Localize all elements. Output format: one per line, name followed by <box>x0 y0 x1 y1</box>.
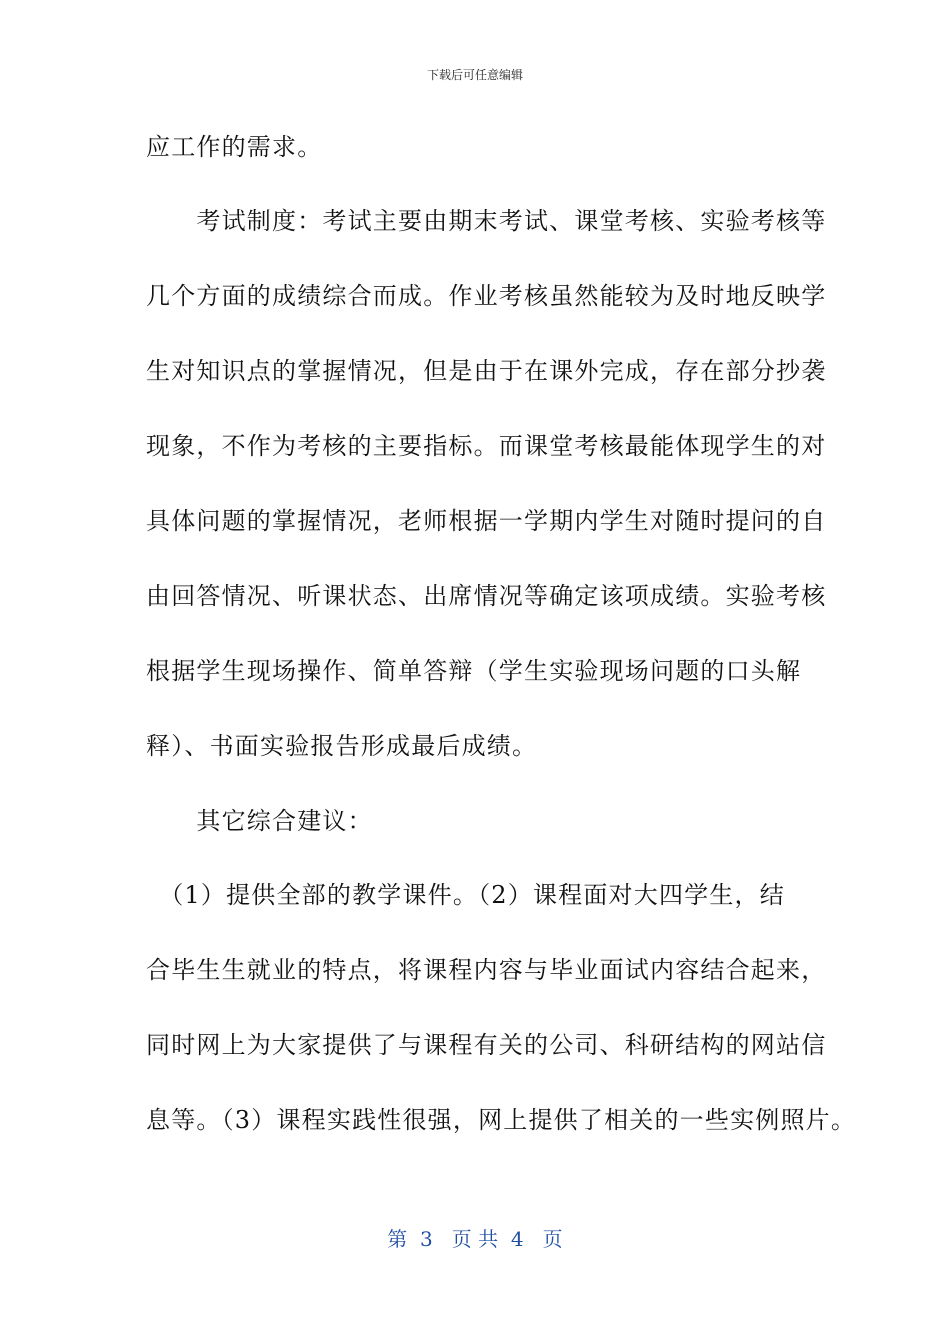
text-line: 释）、书面实验报告形成最后成绩。 <box>146 732 538 760</box>
text-line: 现象，不作为考核的主要指标。而课堂考核最能体现学生的对 <box>146 432 827 460</box>
text-line: 应工作的需求。 <box>146 133 323 161</box>
text-line: 其它综合建议： <box>146 807 373 835</box>
page-footer: 第 3 页 共 4 页 <box>387 1227 563 1251</box>
text-line: 生对知识点的掌握情况，但是由于在课外完成，存在部分抄袭 <box>146 357 827 385</box>
text-line: 由回答情况、听课状态、出席情况等确定该项成绩。实验考核 <box>146 582 827 610</box>
text-line: 几个方面的成绩综合而成。作业考核虽然能较为及时地反映学 <box>146 282 827 310</box>
text-line: 具体问题的掌握情况，老师根据一学期内学生对随时提问的自 <box>146 507 827 535</box>
text-line: 息等。（3）课程实践性很强，网上提供了相关的一些实例照片。 <box>146 1106 857 1134</box>
page-header: 下载后可任意编辑 <box>426 68 523 82</box>
text-line: （1）提供全部的教学课件。（2）课程面对大四学生，结 <box>146 881 785 909</box>
text-line: 根据学生现场操作、简单答辩（学生实验现场问题的口头解 <box>146 657 802 685</box>
text-line: 考试制度：考试主要由期末考试、课堂考核、实验考核等 <box>146 207 827 235</box>
text-line: 同时网上为大家提供了与课程有关的公司、科研结构的网站信 <box>146 1031 827 1059</box>
text-line: 合毕生生就业的特点，将课程内容与毕业面试内容结合起来， <box>146 956 827 984</box>
